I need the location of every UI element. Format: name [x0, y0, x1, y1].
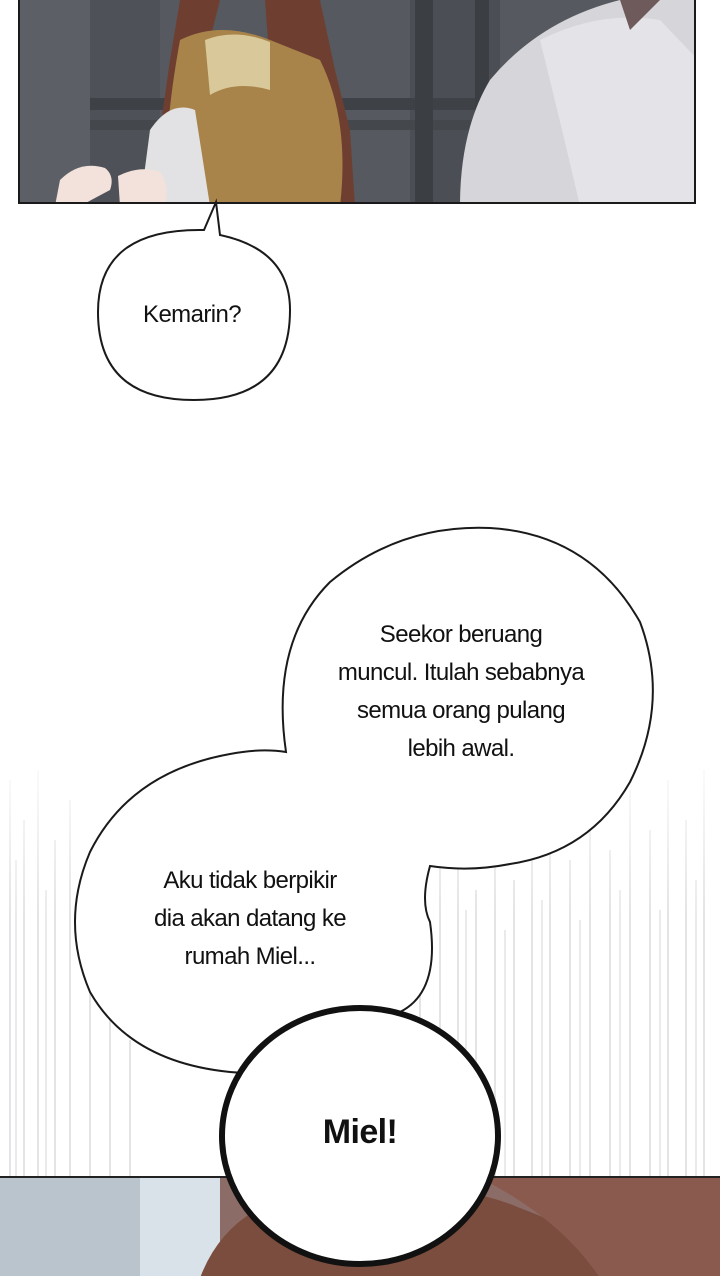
top-panel-illustration	[18, 0, 696, 204]
aku-line-3: rumah Miel...	[184, 943, 316, 970]
miel-text: Miel!	[322, 1113, 398, 1151]
seekor-line-4: lebih awal.	[407, 735, 515, 762]
seekor-text	[300, 616, 622, 768]
aku-text	[110, 862, 390, 976]
aku-line-1: Aku tidak berpikir	[163, 867, 337, 894]
kemarin-text: Kemarin?	[143, 301, 241, 328]
character-scene	[20, 0, 696, 204]
speech-bubble-cluster	[70, 522, 660, 1082]
seekor-line-2: muncul. Itulah sebabnya	[337, 659, 585, 686]
seekor-line-1: Seekor beruang	[379, 621, 543, 648]
seekor-line-3: semua orang pulang	[356, 697, 566, 724]
aku-line-2: dia akan datang ke	[153, 905, 347, 932]
